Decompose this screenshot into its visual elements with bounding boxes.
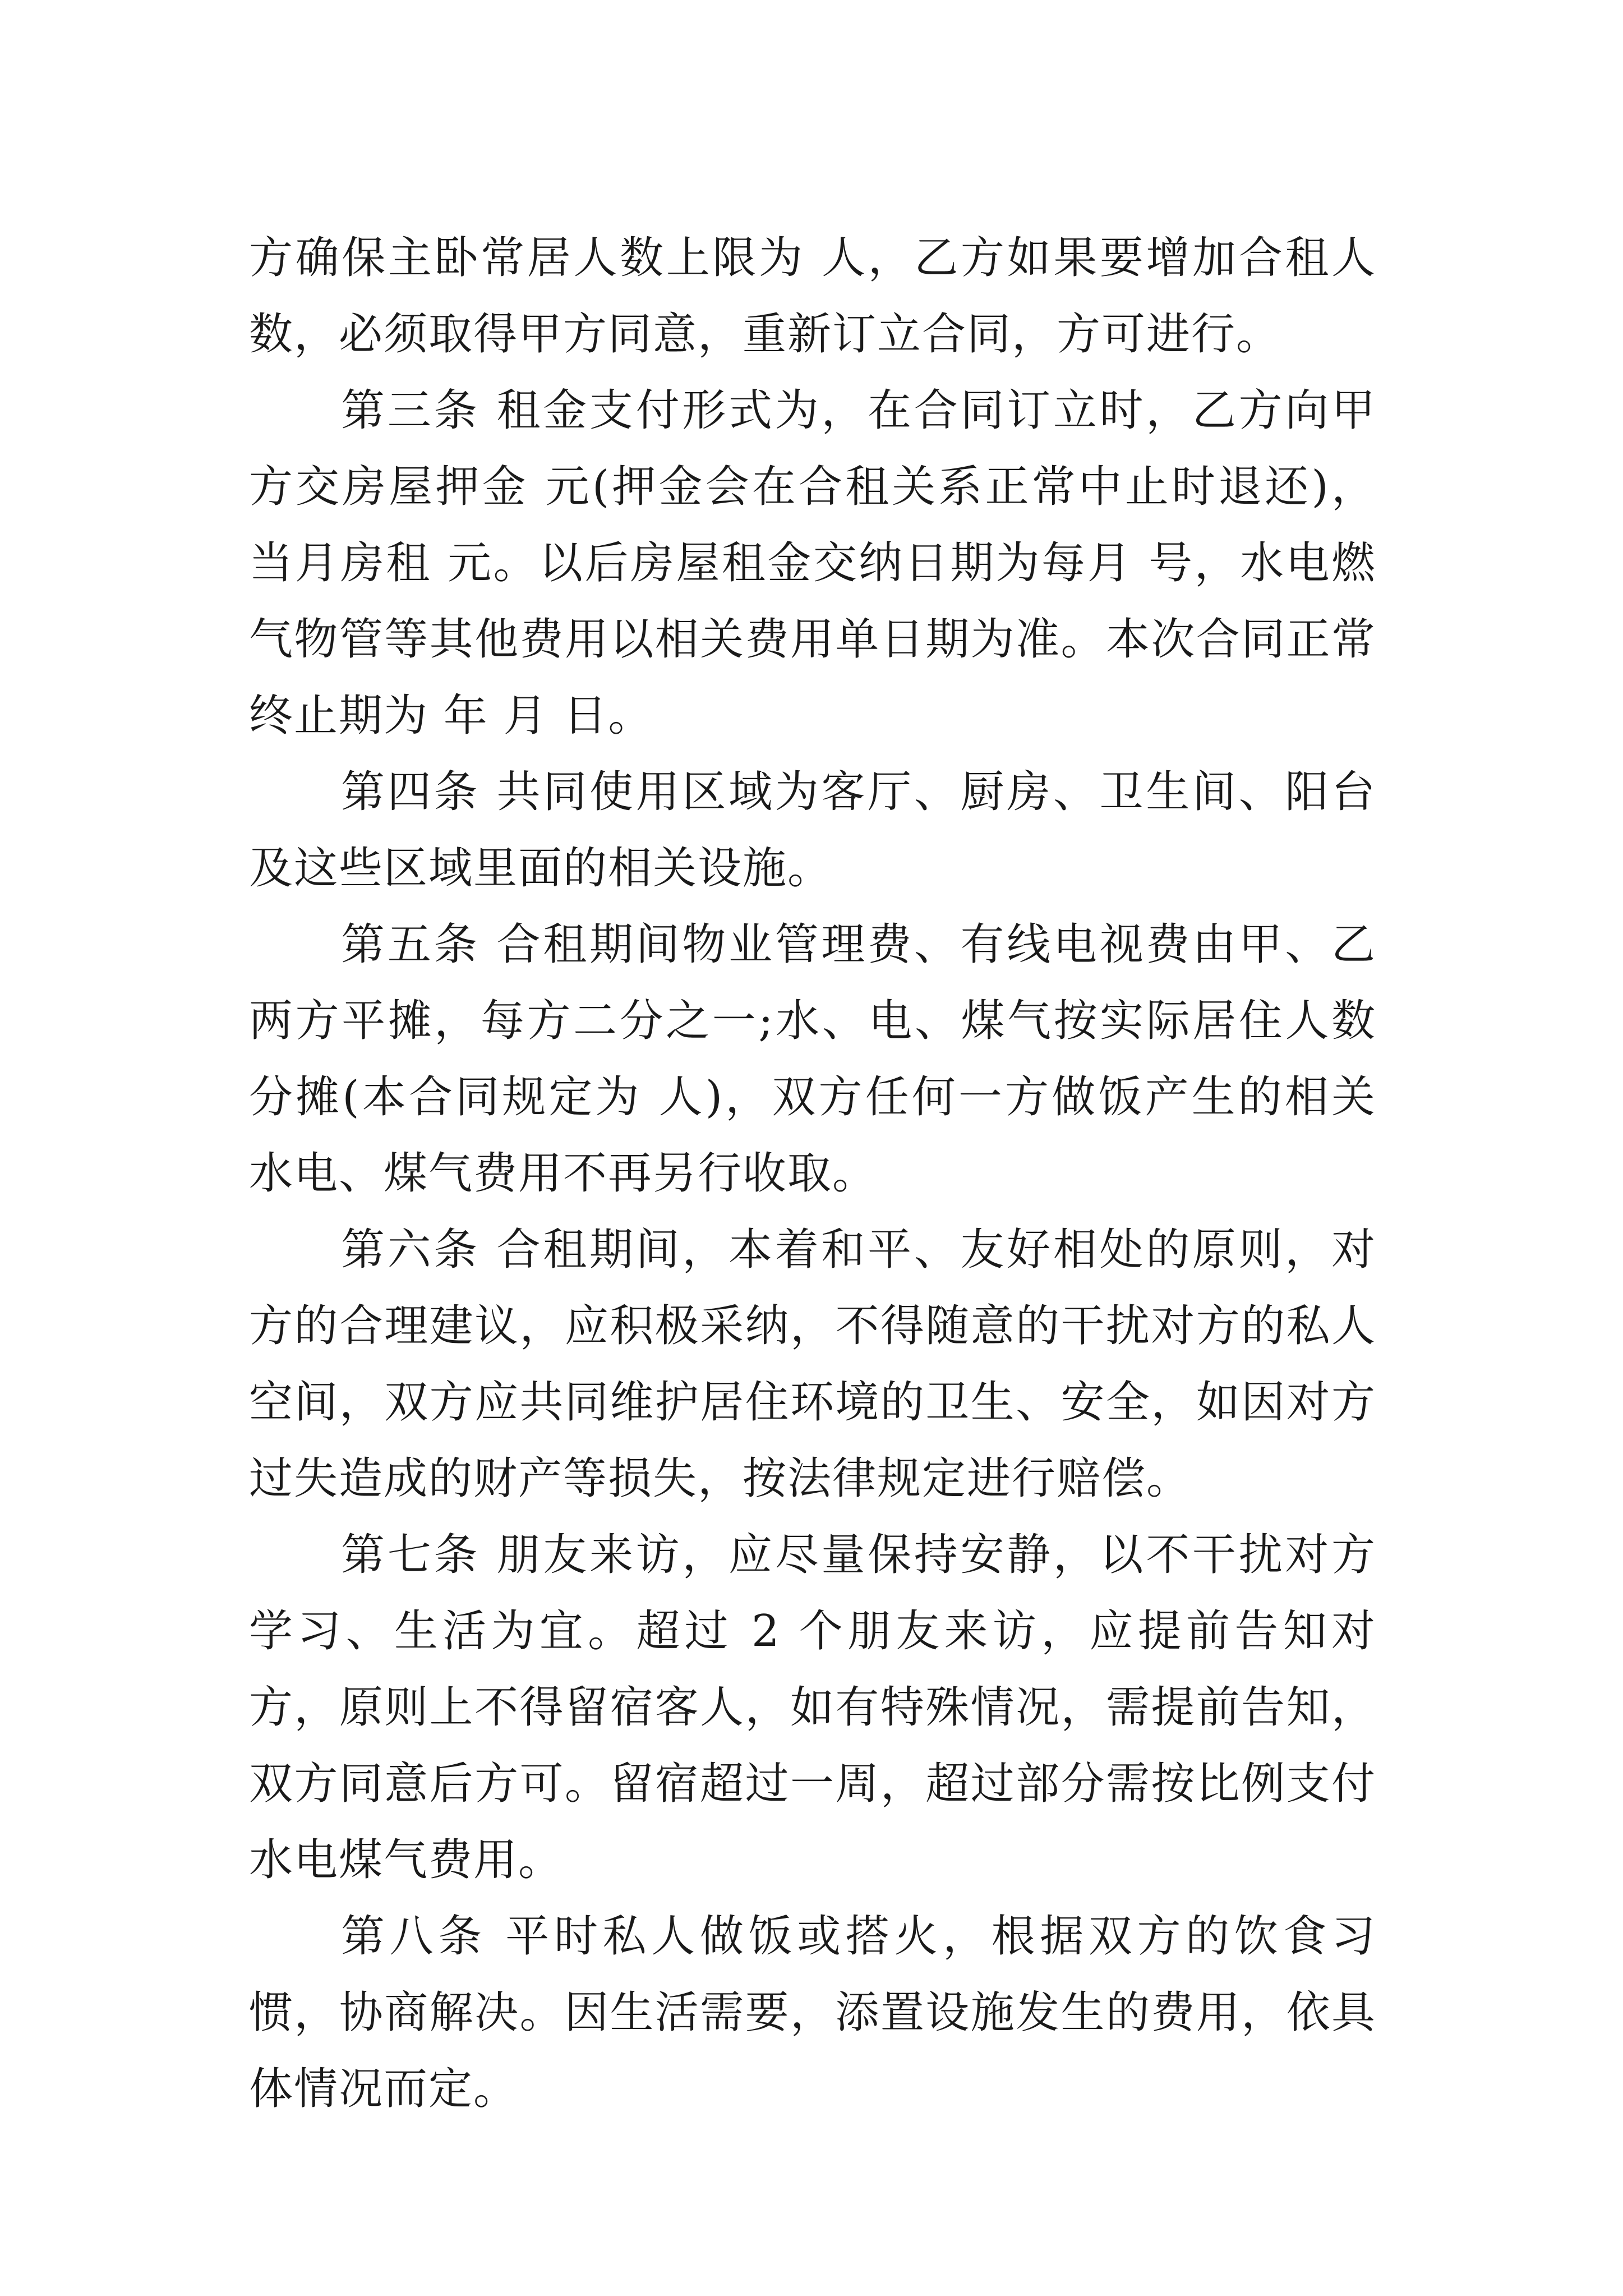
paragraph-article-7: 第七条 朋友来访，应尽量保持安静，以不干扰对方学习、生活为宜。超过 2 个朋友来访，应提前告知对方，原则上不得留宿客人，如有特殊情况，需提前告知，双方同意后方可。留宿超过一周，超过部分需按比例支付水电煤气费用。 (249, 1530, 1376, 1885)
paragraph-article-5: 第五条 合租期间物业管理费、有线电视费由甲、乙两方平摊，每方二分之一;水、电、煤气按实际居住人数分摊(本合同规定为 人)，双方任何一方做饭产生的相关水电、煤气费用不再另行收取。 (249, 919, 1376, 1199)
paragraph-article-8: 第八条 平时私人做饭或搭火，根据双方的饮食习惯，协商解决。因生活需要，添置设施发生的费用，依具体情况而定。 (249, 1911, 1376, 2114)
paragraph-article-6: 第六条 合租期间，本着和平、友好相处的原则，对方的合理建议，应积极采纳，不得随意的干扰对方的私人空间，双方应共同维护居住环境的卫生、安全，如因对方过失造成的财产等损失，按法律规定进行赔偿。 (249, 1225, 1376, 1504)
paragraph-article-3: 第三条 租金支付形式为，在合同订立时，乙方向甲方交房屋押金 元(押金会在合租关系正常中止时退还)，当月房租 元。以后房屋租金交纳日期为每月 号，水电燃气物管等其他费用以相关费用单日期为准。本次合同正常终止期为 年 月 日。 (249, 385, 1376, 741)
paragraph-continuation: 方确保主卧常居人数上限为 人，乙方如果要增加合租人数，必须取得甲方同意，重新订立合同，方可进行。 (249, 233, 1376, 360)
paragraph-article-4: 第四条 共同使用区域为客厅、厨房、卫生间、阳台及这些区域里面的相关设施。 (249, 767, 1376, 894)
document-body (249, 220, 1376, 2127)
